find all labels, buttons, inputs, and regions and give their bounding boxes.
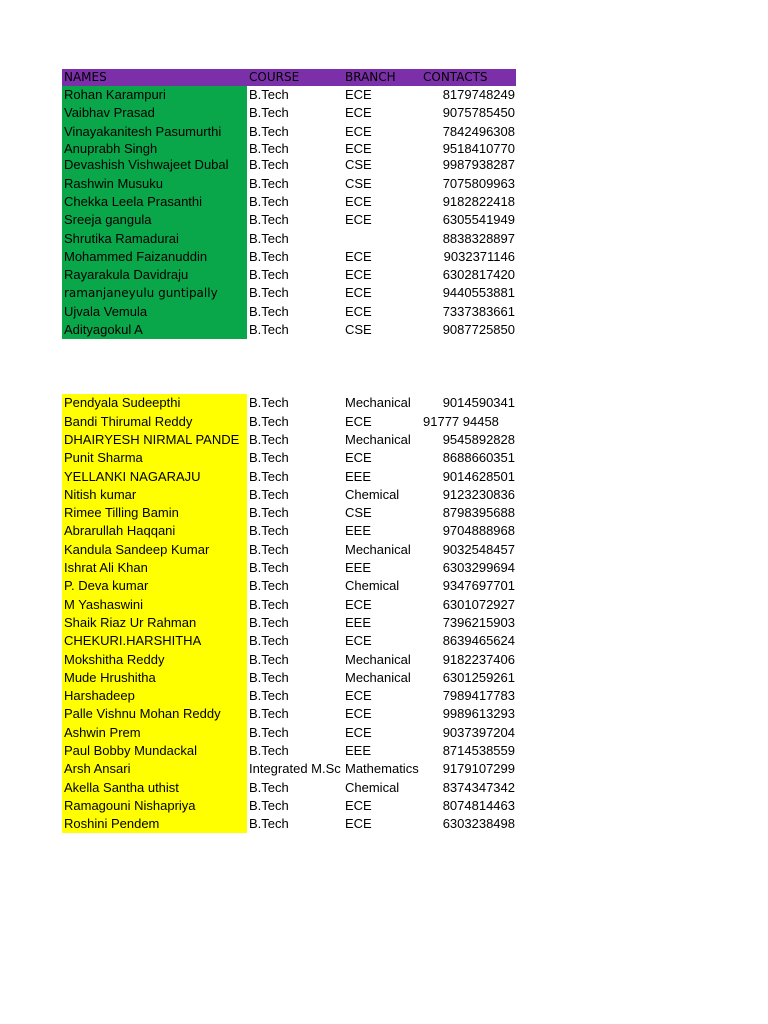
name-cell: Ramagouni Nishapriya (62, 797, 247, 815)
header-row (62, 69, 516, 86)
branch-cell: ECE (345, 267, 372, 283)
header-names: NAMES (64, 70, 107, 84)
course-cell: B.Tech (249, 797, 289, 813)
table-row (62, 141, 516, 157)
branch-cell: ECE (345, 706, 372, 722)
course-cell: B.Tech (249, 105, 289, 121)
contact-cell: 91777 94458 (423, 413, 499, 429)
branch-cell: EEE (345, 743, 372, 758)
course-cell: B.Tech (249, 724, 289, 740)
branch-cell: ECE (345, 797, 372, 813)
branch-cell: ECE (345, 413, 372, 429)
table-row (62, 669, 516, 687)
course-cell: B.Tech (249, 486, 289, 502)
branch-cell: CSE (345, 175, 372, 191)
course-cell: B.Tech (249, 688, 289, 704)
name-cell: M Yashaswini (62, 596, 247, 614)
branch-cell: ECE (345, 633, 372, 649)
contact-cell: 7337383661 (442, 303, 515, 319)
table-row (62, 596, 516, 614)
name-cell: YELLANKI NAGARAJU (62, 468, 247, 486)
branch-cell: ECE (345, 105, 372, 121)
table-row (62, 156, 516, 174)
name-cell: Anuprabh Singh (62, 141, 247, 157)
course-cell: B.Tech (249, 651, 289, 667)
name-cell: Abrarullah Haqqani (62, 522, 247, 540)
name-cell: Rashwin Musuku (62, 175, 247, 193)
group-green (62, 86, 516, 339)
course-cell: B.Tech (249, 157, 289, 173)
name-cell: Rimee Tilling Bamin (62, 504, 247, 522)
table-row (62, 321, 516, 339)
table-row (62, 742, 516, 760)
branch-cell: CSE (345, 505, 372, 521)
contact-cell: 9182822418 (442, 193, 515, 209)
table-row (62, 413, 516, 431)
contact-cell: 6302817420 (442, 267, 515, 283)
branch-cell: Mechanical (345, 431, 411, 447)
branch-cell: ECE (345, 816, 372, 832)
name-cell: Bandi Thirumal Reddy (62, 413, 247, 431)
branch-cell: ECE (345, 87, 372, 102)
branch-cell: Mechanical (345, 651, 411, 667)
table-row (62, 687, 516, 705)
name-cell: Paul Bobby Mundackal (62, 742, 247, 760)
name-cell: Palle Vishnu Mohan Reddy (62, 705, 247, 723)
course-cell: B.Tech (249, 468, 289, 484)
name-cell: DHAIRYESH NIRMAL PANDE (62, 431, 247, 449)
table-row (62, 284, 516, 302)
table-row (62, 724, 516, 742)
branch-cell: EEE (345, 560, 372, 576)
contact-cell: 8838328897 (442, 230, 515, 246)
table-row (62, 614, 516, 632)
contact-cell: 9032548457 (442, 541, 515, 557)
course-cell: B.Tech (249, 450, 289, 466)
contact-cell: 9545892828 (442, 431, 515, 447)
name-cell: Sreeja gangula (62, 211, 247, 229)
name-cell: Mude Hrushitha (62, 669, 247, 687)
branch-cell: Mathematics (345, 761, 419, 777)
contact-cell: 9179107299 (442, 761, 515, 777)
table-row (62, 303, 516, 321)
name-cell: Punit Sharma (62, 449, 247, 467)
course-cell: B.Tech (249, 816, 289, 832)
course-cell: B.Tech (249, 123, 289, 139)
course-cell: B.Tech (249, 614, 289, 630)
table-row (62, 175, 516, 193)
course-cell: Integrated M.Sc (249, 761, 341, 777)
contact-cell: 9032371146 (443, 248, 515, 264)
course-cell: B.Tech (249, 596, 289, 612)
table-row (62, 632, 516, 650)
branch-cell: EEE (345, 468, 372, 484)
row-gap (62, 339, 516, 394)
contact-cell: 9989613293 (442, 706, 515, 722)
table-row (62, 230, 516, 248)
name-cell: Shrutika Ramadurai (62, 230, 247, 248)
contact-cell: 9087725850 (442, 322, 515, 338)
course-cell: B.Tech (249, 193, 289, 209)
branch-cell: ECE (345, 596, 372, 612)
branch-cell: ECE (345, 688, 372, 704)
table-row (62, 815, 516, 833)
branch-cell: Mechanical (345, 669, 411, 685)
table-row (62, 779, 516, 797)
course-cell: B.Tech (249, 322, 289, 338)
course-cell: B.Tech (249, 140, 289, 156)
contact-cell: 9014590341 (442, 395, 515, 411)
contact-cell: 6303238498 (442, 816, 515, 832)
contact-cell: 9987938287 (442, 157, 515, 173)
branch-cell: ECE (345, 123, 372, 139)
course-cell: B.Tech (249, 230, 289, 246)
contact-cell: 7396215903 (442, 614, 515, 630)
table-row (62, 486, 516, 504)
table-row (62, 797, 516, 815)
name-cell: Rayarakula Davidraju (62, 266, 247, 284)
name-cell: Vinayakanitesh Pasumurthi (62, 123, 247, 141)
branch-cell: Mechanical (345, 541, 411, 557)
branch-cell: ECE (345, 303, 372, 319)
table-row (62, 394, 516, 412)
contact-cell: 7842496308 (442, 123, 515, 139)
contact-cell: 7989417783 (442, 688, 515, 704)
name-cell: Pendyala Sudeepthi (62, 394, 247, 412)
table-row (62, 504, 516, 522)
contact-cell: 8688660351 (442, 450, 515, 466)
name-cell: Nitish kumar (62, 486, 247, 504)
table-row (62, 104, 516, 122)
name-cell: Shaik Riaz Ur Rahman (62, 614, 247, 632)
contact-cell: 9075785450 (442, 105, 515, 121)
course-cell: B.Tech (249, 413, 289, 429)
table-row (62, 559, 516, 577)
contact-cell: 8179748249 (442, 87, 515, 102)
contact-cell: 8714538559 (442, 743, 515, 758)
contact-cell: 9704888968 (442, 523, 515, 539)
name-cell: Mohammed Faizanuddin (62, 248, 247, 266)
course-cell: B.Tech (249, 505, 289, 521)
name-cell: CHEKURI.HARSHITHA (62, 632, 247, 650)
branch-cell: EEE (345, 523, 372, 539)
contact-cell: 6303299694 (442, 560, 515, 576)
name-cell: Mokshitha Reddy (62, 651, 247, 669)
contact-cell: 8639465624 (442, 633, 515, 649)
course-cell: B.Tech (249, 779, 289, 795)
contact-cell: 8074814463 (442, 797, 515, 813)
group-yellow (62, 394, 516, 833)
table-row (62, 468, 516, 486)
name-cell: Vaibhav Prasad (62, 104, 247, 122)
name-cell: Ishrat Ali Khan (62, 559, 247, 577)
branch-cell: ECE (345, 724, 372, 740)
course-cell: B.Tech (249, 267, 289, 283)
table-row (62, 522, 516, 540)
table-row (62, 541, 516, 559)
table-row (62, 577, 516, 595)
name-cell: Akella Santha uthist (62, 779, 247, 797)
name-cell: Ashwin Prem (62, 724, 247, 742)
branch-cell: ECE (345, 285, 372, 301)
table-row (62, 248, 516, 266)
course-cell: B.Tech (249, 303, 289, 319)
contact-cell: 9123230836 (442, 486, 515, 502)
spreadsheet (62, 69, 516, 833)
contact-cell: 9347697701 (442, 578, 515, 594)
course-cell: B.Tech (249, 633, 289, 649)
branch-cell: ECE (345, 193, 372, 209)
contact-cell: 6301072927 (442, 596, 515, 612)
name-cell: Arsh Ansari (62, 760, 247, 778)
header-branch: BRANCH (345, 70, 396, 84)
contact-cell: 9037397204 (442, 724, 515, 740)
table-row (62, 266, 516, 284)
name-cell: Adityagokul A (62, 321, 247, 339)
course-cell: B.Tech (249, 285, 289, 301)
contact-cell: 9014628501 (442, 468, 515, 484)
course-cell: B.Tech (249, 212, 289, 228)
name-cell: Roshini Pendem (62, 815, 247, 833)
table-row (62, 86, 516, 104)
table-row (62, 431, 516, 449)
course-cell: B.Tech (249, 560, 289, 576)
branch-cell: CSE (345, 322, 372, 338)
branch-cell: ECE (345, 140, 372, 156)
branch-cell: ECE (345, 450, 372, 466)
course-cell: B.Tech (249, 578, 289, 594)
branch-cell: Chemical (345, 578, 400, 594)
course-cell: B.Tech (249, 395, 289, 411)
branch-cell: CSE (345, 157, 372, 173)
branch-cell: Mechanical (345, 395, 411, 411)
branch-cell: EEE (345, 614, 372, 630)
table-row (62, 193, 516, 211)
table-row (62, 211, 516, 229)
branch-cell: Chemical (345, 779, 400, 795)
header-course: COURSE (249, 70, 300, 84)
branch-cell: ECE (345, 212, 372, 228)
header-contacts: CONTACTS (423, 70, 488, 84)
course-cell: B.Tech (249, 523, 289, 539)
course-cell: B.Tech (249, 87, 289, 102)
contact-cell: 9440553881 (442, 285, 515, 301)
contact-cell: 6305541949 (442, 212, 515, 228)
name-cell: Ujvala Vemula (62, 303, 247, 321)
name-cell: Rohan Karampuri (62, 86, 247, 104)
table-row (62, 705, 516, 723)
course-cell: B.Tech (249, 706, 289, 722)
course-cell: B.Tech (249, 743, 289, 758)
table-row (62, 123, 516, 141)
name-cell: Devashish Vishwajeet Dubal (62, 156, 247, 174)
branch-cell: ECE (345, 248, 372, 264)
name-cell: Kandula Sandeep Kumar (62, 541, 247, 559)
name-cell: ramanjaneyulu guntipally (62, 284, 247, 302)
name-cell: P. Deva kumar (62, 577, 247, 595)
course-cell: B.Tech (249, 431, 289, 447)
table-row (62, 651, 516, 669)
course-cell: B.Tech (249, 175, 289, 191)
table-row (62, 449, 516, 467)
course-cell: B.Tech (249, 248, 289, 264)
contact-cell: 8798395688 (442, 505, 515, 521)
name-cell: Chekka Leela Prasanthi (62, 193, 247, 211)
contact-cell: 9182237406 (442, 651, 515, 667)
branch-cell: Chemical (345, 486, 400, 502)
contact-cell: 8374347342 (442, 779, 515, 795)
table-row (62, 760, 516, 778)
name-cell: Harshadeep (62, 687, 247, 705)
course-cell: B.Tech (249, 541, 289, 557)
contact-cell: 9518410770 (442, 140, 515, 156)
contact-cell: 6301259261 (442, 669, 515, 685)
contact-cell: 7075809963 (442, 175, 515, 191)
course-cell: B.Tech (249, 669, 289, 685)
